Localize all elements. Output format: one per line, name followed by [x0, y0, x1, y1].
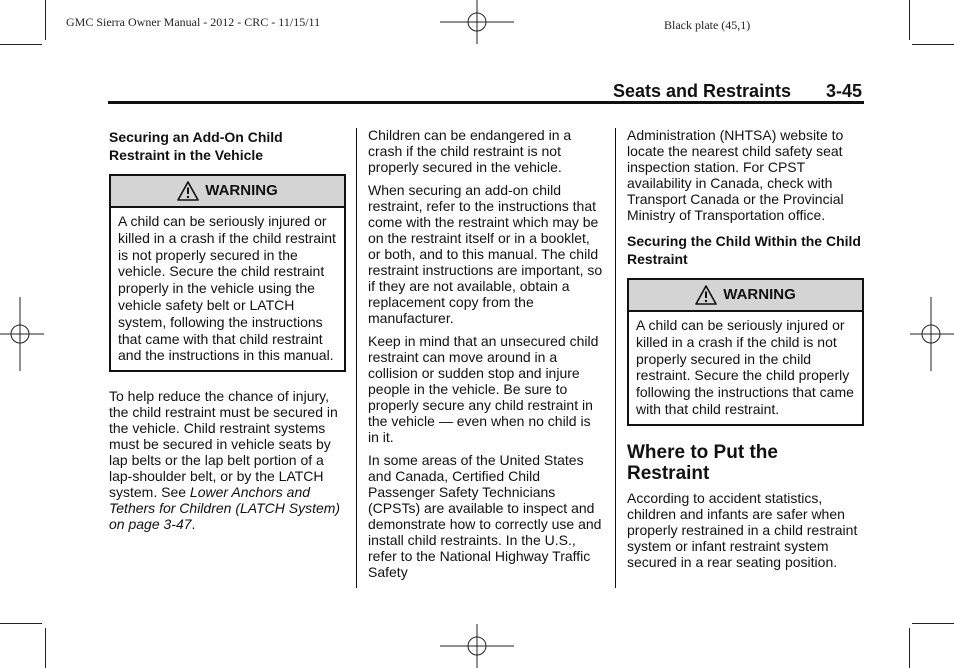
- warning-text: A child can be seriously injured or killed in a crash if the child restraint is not properly secured in the vehicle. Secure the child restraint properly in the vehicle using the vehicle safety belt or LATCH system, following the instructions that came with that child restraint and the instructions in this manual.: [118, 213, 336, 364]
- page-number: 3-45: [826, 81, 863, 101]
- column-2: [368, 127, 605, 587]
- body-paragraph: In some areas of the United States and Canada, Certified Child Passenger Safety Technicians (CPSTs) are available to inspect and demonstrate how to correctly use and install child restraints. In the U.S., refer to the National Highway Traffic Safety: [368, 452, 602, 580]
- plate-label: Black plate (45,1): [664, 18, 751, 32]
- cross-reference-link[interactable]: Lower Anchors and Tethers for Children (LATCH System) on page 3-47: [109, 484, 341, 533]
- warning-text: A child can be seriously injured or killed in a crash if the child is not properly secured in the child restraint. Secure the child properly following the instructions that came with that child restraint.: [636, 317, 854, 417]
- section-heading: Where to Put the Restraint: [627, 441, 778, 484]
- crop-mark: [912, 44, 954, 45]
- crop-mark: [912, 623, 954, 624]
- subheading: Securing an Add-On Child Restraint in the Vehicle: [109, 129, 283, 163]
- warning-box: [627, 278, 864, 426]
- crop-mark: [45, 0, 46, 40]
- body-paragraph: To help reduce the chance of injury, the child restraint must be secured in the vehicle. Child restraint systems must be secured in vehicle seats by lap belts or the lap belt portion of a lap-shoulder belt, or by the LATCH system. See Lower Anchors and Tethers for Children (LATCH System) on page 3-47.: [109, 388, 341, 533]
- body-paragraph: Children can be endangered in a crash if the child restraint is not properly secured in the vehicle.: [368, 127, 572, 175]
- body-paragraph: According to accident statistics, children and infants are safer when properly restrained in a child restraint system or infant restraint system secured in a rear seating position.: [627, 489, 858, 570]
- body-paragraph: Administration (NHTSA) website to locate the nearest child safety seat inspection station. For CPST availability in Canada, check with Transport Canada or the Provincial Ministry of Transportation office.: [627, 127, 844, 223]
- crop-mark: [0, 623, 42, 624]
- section-title: Seats and Restraints: [613, 81, 792, 101]
- crop-mark: [909, 0, 910, 40]
- warning-triangle-icon: [177, 181, 199, 201]
- warning-label: WARNING: [205, 182, 278, 199]
- column-divider: [356, 128, 357, 588]
- body-paragraph: Keep in mind that an unsecured child restraint can move around in a collision or sudden stop and injure people in the vehicle. Be sure to properly secure any child restraint in the vehicle — even when no child is in it.: [368, 333, 599, 445]
- warning-box: [109, 174, 346, 372]
- crop-mark: [45, 628, 46, 668]
- crop-mark: [0, 44, 42, 45]
- subheading: Securing the Child Within the Child Restraint: [627, 233, 861, 267]
- header-rule: [108, 101, 864, 104]
- registration-mark-icon: [0, 297, 44, 371]
- crop-mark: [909, 628, 910, 668]
- registration-mark-icon: [910, 297, 954, 371]
- registration-mark-icon: [440, 624, 514, 668]
- column-divider: [615, 128, 616, 588]
- registration-mark-icon: [440, 0, 514, 44]
- warning-label: WARNING: [723, 286, 796, 303]
- column-3: [627, 127, 864, 577]
- print-job-label: GMC Sierra Owner Manual - 2012 - CRC - 11/15/11: [66, 15, 321, 29]
- body-paragraph: When securing an add-on child restraint, refer to the instructions that come with the restraint which may be on the restraint itself or in a booklet, or both, and to this manual. The child restraint instructions are important, so if they are not available, obtain a replacement copy from the manufacturer.: [368, 182, 603, 326]
- warning-header: [629, 280, 862, 312]
- warning-header: [111, 176, 344, 208]
- column-1: [109, 128, 346, 539]
- warning-triangle-icon: [695, 285, 717, 305]
